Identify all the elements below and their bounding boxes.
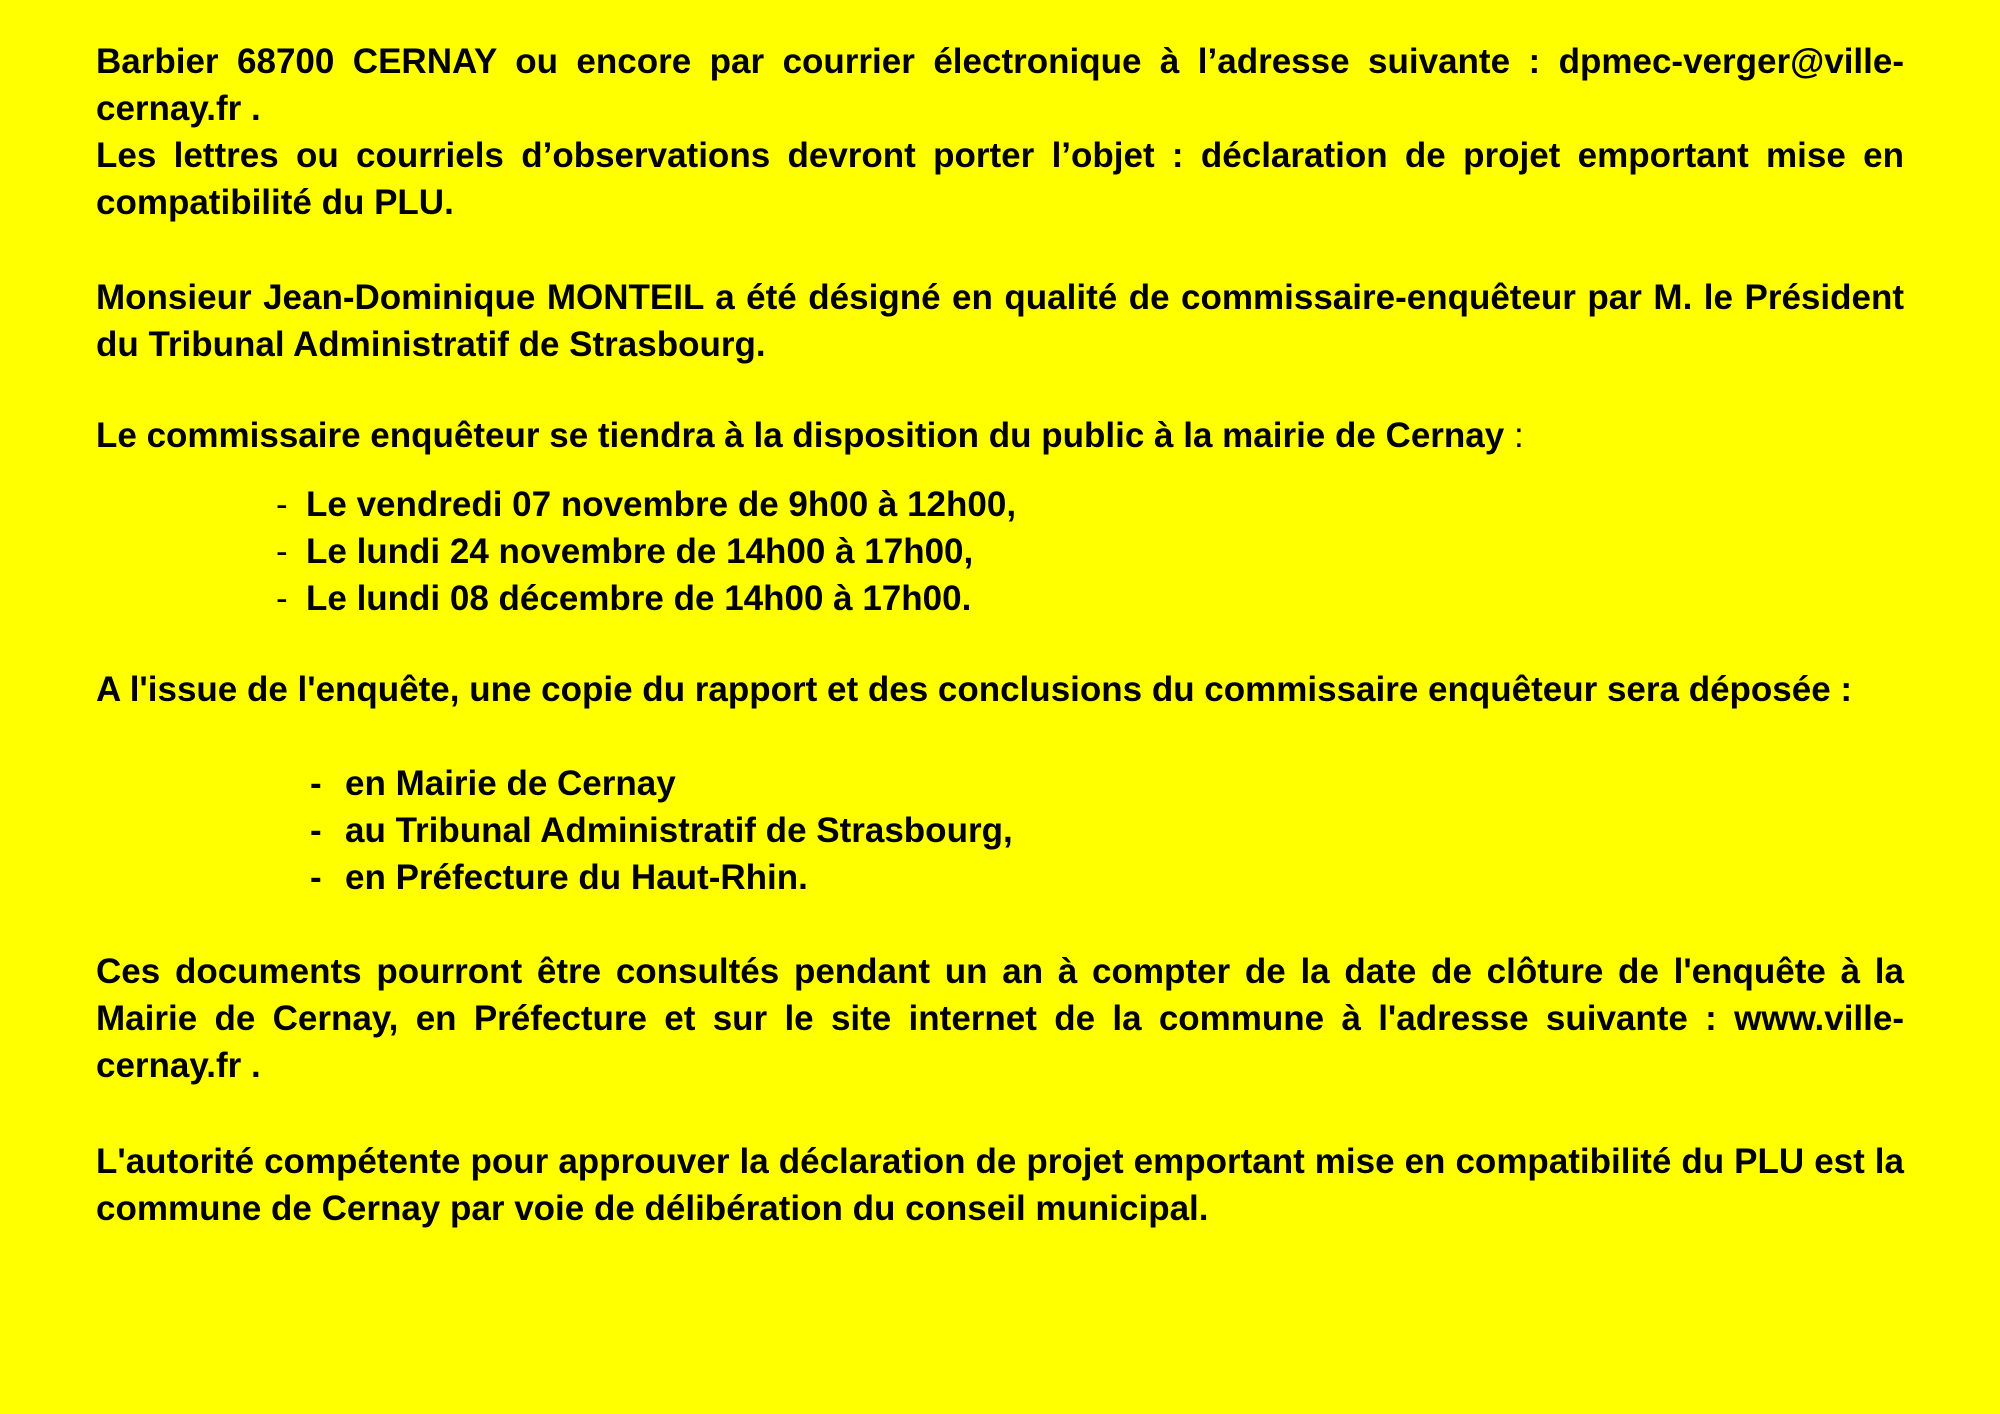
list-dash: - (276, 532, 288, 571)
paragraph-disposition: Le commissaire enquêteur se tiendra à la disposition du public à la mairie de Cernay (96, 416, 1505, 455)
depot-text: au Tribunal Administratif de Strasbourg, (345, 811, 1013, 850)
depot-text: en Préfecture du Haut-Rhin. (345, 858, 808, 897)
disposition-colon: : (1513, 416, 1524, 455)
depot-text: en Mairie de Cernay (345, 764, 676, 803)
permanence-text: Le lundi 08 décembre de 14h00 à 17h00. (306, 579, 972, 618)
permanences-list (276, 481, 1016, 622)
list-item (310, 854, 1013, 901)
paragraph-consultation: Ces documents pourront être consultés pendant un an à compter de la date de clôture de l'enquête à la Mairie de Cernay, en Préfecture et sur le site internet de la commune à l'adresse suivante : www.ville-cernay.fr . (96, 952, 1904, 1085)
paragraph-issue: A l'issue de l'enquête, une copie du rapport et des conclusions du commissaire enquêteur sera déposée : (96, 670, 1853, 709)
list-item (310, 807, 1013, 854)
paragraph-contact: Barbier 68700 CERNAY ou encore par courrier électronique à l’adresse suivante : dpmec-verger@ville-cernay.fr . (96, 42, 1904, 128)
permanence-text: Le vendredi 07 novembre de 9h00 à 12h00, (306, 485, 1017, 524)
permanence-text: Le lundi 24 novembre de 14h00 à 17h00, (306, 532, 974, 571)
list-dash: - (276, 485, 288, 524)
depots-list (310, 760, 1013, 901)
list-dash: - (310, 858, 322, 897)
list-item (276, 481, 1016, 528)
list-dash: - (276, 579, 288, 618)
list-item (276, 528, 1016, 575)
list-dash: - (310, 764, 322, 803)
list-item (310, 760, 1013, 807)
paragraph-objet: Les lettres ou courriels d’observations devront porter l’objet : déclaration de projet emportant mise en compatibilité du PLU. (96, 136, 1904, 222)
paragraph-disposition-wrap (96, 412, 1904, 459)
list-dash: - (310, 811, 322, 850)
paragraph-commissaire: Monsieur Jean-Dominique MONTEIL a été désigné en qualité de commissaire-enquêteur par M. le Président du Tribunal Administratif de Strasbourg. (96, 278, 1904, 364)
paragraph-autorite: L'autorité compétente pour approuver la déclaration de projet emportant mise en compatibilité du PLU est la commune de Cernay par voie de délibération du conseil municipal. (96, 1142, 1904, 1228)
list-item (276, 575, 1016, 622)
